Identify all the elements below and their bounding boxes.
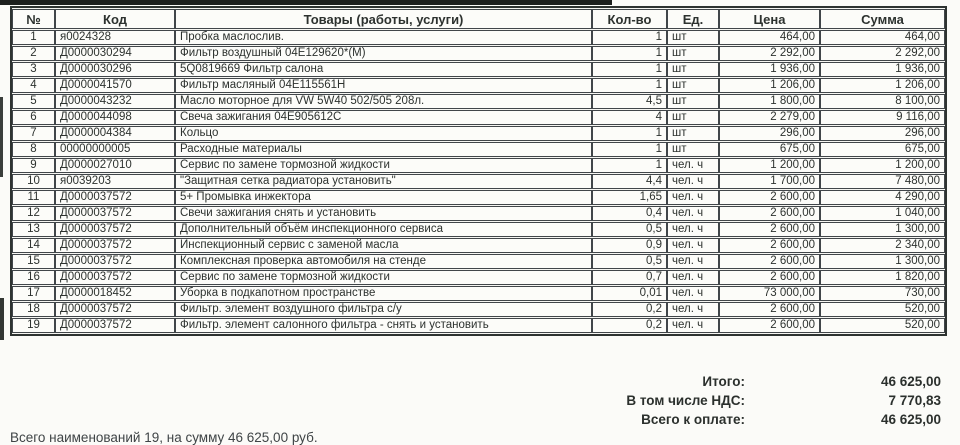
cell-code: Д0000044098	[55, 110, 175, 125]
cell-sum: 464,00	[820, 30, 945, 45]
column-header-number: №	[12, 9, 55, 29]
cell-goods: Фильтр. элемент салонного фильтра - снять и установить	[175, 318, 592, 333]
table-header-row	[12, 9, 945, 29]
cell-price: 464,00	[719, 30, 820, 45]
cell-quantity: 0,5	[592, 254, 667, 269]
cell-price: 1 700,00	[719, 174, 820, 189]
cell-number: 2	[12, 46, 55, 61]
cell-quantity: 1	[592, 46, 667, 61]
table-row	[12, 46, 945, 61]
cell-price: 1 936,00	[719, 62, 820, 77]
total-value: 7 770,83	[888, 393, 941, 408]
cell-quantity: 0,01	[592, 286, 667, 301]
cell-unit: чел. ч	[667, 206, 719, 221]
cell-quantity: 1	[592, 78, 667, 93]
cell-unit: чел. ч	[667, 190, 719, 205]
cell-code: Д0000027010	[55, 158, 175, 173]
cell-quantity: 0,2	[592, 318, 667, 333]
cell-goods: Фильтр масляный 04E115561H	[175, 78, 592, 93]
cell-goods: Фильтр воздушный 04E129620*(М)	[175, 46, 592, 61]
cell-goods: Инспекционный сервис с заменой масла	[175, 238, 592, 253]
cell-number: 1	[12, 30, 55, 45]
scan-edge-artifact	[0, 97, 3, 177]
cell-number: 10	[12, 174, 55, 189]
cell-goods: Сервис по замене тормозной жидкости	[175, 270, 592, 285]
cell-number: 8	[12, 142, 55, 157]
cell-quantity: 4,5	[592, 94, 667, 109]
cell-unit: шт	[667, 142, 719, 157]
cell-unit: шт	[667, 30, 719, 45]
cell-number: 19	[12, 318, 55, 333]
total-label: В том числе НДС:	[626, 393, 745, 408]
cell-goods: 5+ Промывка инжектора	[175, 190, 592, 205]
table-row	[12, 190, 945, 205]
cell-sum: 520,00	[820, 302, 945, 317]
cell-quantity: 0,7	[592, 270, 667, 285]
cell-price: 2 600,00	[719, 206, 820, 221]
cell-number: 17	[12, 286, 55, 301]
cell-unit: чел. ч	[667, 158, 719, 173]
total-line-nds	[430, 391, 941, 410]
table-row	[12, 174, 945, 189]
cell-price: 2 279,00	[719, 110, 820, 125]
cell-number: 16	[12, 270, 55, 285]
total-label: Итого:	[702, 374, 745, 389]
cell-quantity: 1	[592, 158, 667, 173]
cell-sum: 1 040,00	[820, 206, 945, 221]
footer-summary: Всего наименований 19, на сумму 46 625,00 руб.	[10, 430, 318, 445]
cell-sum: 7 480,00	[820, 174, 945, 189]
cell-price: 1 206,00	[719, 78, 820, 93]
cell-number: 12	[12, 206, 55, 221]
cell-unit: чел. ч	[667, 254, 719, 269]
cell-unit: шт	[667, 46, 719, 61]
table-row	[12, 78, 945, 93]
cell-quantity: 1	[592, 126, 667, 141]
cell-unit: чел. ч	[667, 302, 719, 317]
cell-quantity: 1,65	[592, 190, 667, 205]
cell-unit: шт	[667, 110, 719, 125]
cell-number: 18	[12, 302, 55, 317]
column-header-quantity: Кол-во	[592, 9, 667, 29]
cell-number: 15	[12, 254, 55, 269]
cell-quantity: 4,4	[592, 174, 667, 189]
cell-sum: 675,00	[820, 142, 945, 157]
cell-sum: 1 206,00	[820, 78, 945, 93]
table-row	[12, 142, 945, 157]
totals-block	[430, 372, 941, 429]
cell-number: 5	[12, 94, 55, 109]
cell-code: Д0000037572	[55, 270, 175, 285]
cell-code: Д0000030296	[55, 62, 175, 77]
cell-number: 4	[12, 78, 55, 93]
table-row	[12, 206, 945, 221]
table-row	[12, 158, 945, 173]
cell-code: я0039203	[55, 174, 175, 189]
cell-sum: 520,00	[820, 318, 945, 333]
cell-sum: 2 292,00	[820, 46, 945, 61]
cell-code: Д0000004384	[55, 126, 175, 141]
cell-unit: шт	[667, 78, 719, 93]
cell-quantity: 0,4	[592, 206, 667, 221]
cell-price: 1 200,00	[719, 158, 820, 173]
invoice-table	[12, 8, 945, 334]
cell-sum: 4 290,00	[820, 190, 945, 205]
column-header-code: Код	[55, 9, 175, 29]
cell-price: 2 600,00	[719, 318, 820, 333]
scan-edge-artifact	[0, 298, 4, 340]
cell-goods: Фильтр. элемент воздушного фильтра с/у	[175, 302, 592, 317]
table-row	[12, 222, 945, 237]
cell-sum: 730,00	[820, 286, 945, 301]
table-row	[12, 318, 945, 333]
cell-goods: Кольцо	[175, 126, 592, 141]
cell-unit: чел. ч	[667, 238, 719, 253]
cell-code: Д0000043232	[55, 94, 175, 109]
cell-code: Д0000018452	[55, 286, 175, 301]
cell-code: 00000000005	[55, 142, 175, 157]
cell-sum: 9 116,00	[820, 110, 945, 125]
cell-unit: чел. ч	[667, 222, 719, 237]
cell-goods: Дополнительный объём инспекционного сервиса	[175, 222, 592, 237]
table-row	[12, 286, 945, 301]
table-row	[12, 30, 945, 45]
table-row	[12, 94, 945, 109]
total-line-itogo	[430, 372, 941, 391]
cell-goods: Комплексная проверка автомобиля на стенде	[175, 254, 592, 269]
cell-goods: "Защитная сетка радиатора установить"	[175, 174, 592, 189]
cell-quantity: 4	[592, 110, 667, 125]
cell-price: 675,00	[719, 142, 820, 157]
cell-code: Д0000037572	[55, 318, 175, 333]
column-header-goods: Товары (работы, услуги)	[175, 9, 592, 29]
cell-unit: чел. ч	[667, 318, 719, 333]
column-header-unit: Ед.	[667, 9, 719, 29]
total-value: 46 625,00	[880, 412, 941, 427]
cell-unit: чел. ч	[667, 174, 719, 189]
cell-code: Д0000037572	[55, 302, 175, 317]
column-header-sum: Сумма	[820, 9, 945, 29]
invoice-table-frame	[10, 6, 947, 336]
cell-goods: Расходные материалы	[175, 142, 592, 157]
table-row	[12, 62, 945, 77]
table-row	[12, 302, 945, 317]
cell-quantity: 0,2	[592, 302, 667, 317]
cell-unit: шт	[667, 94, 719, 109]
scan-edge-topbar	[0, 0, 612, 5]
cell-price: 2 600,00	[719, 254, 820, 269]
cell-unit: шт	[667, 62, 719, 77]
cell-number: 11	[12, 190, 55, 205]
cell-code: Д0000037572	[55, 238, 175, 253]
cell-goods: Масло моторное для VW 5W40 502/505 208л.	[175, 94, 592, 109]
total-line-to-pay	[430, 410, 941, 429]
table-row	[12, 270, 945, 285]
cell-sum: 1 200,00	[820, 158, 945, 173]
cell-number: 13	[12, 222, 55, 237]
total-label: Всего к оплате:	[641, 412, 745, 427]
cell-price: 2 600,00	[719, 302, 820, 317]
cell-price: 1 800,00	[719, 94, 820, 109]
cell-unit: чел. ч	[667, 270, 719, 285]
cell-number: 7	[12, 126, 55, 141]
cell-unit: шт	[667, 126, 719, 141]
cell-code: Д0000037572	[55, 254, 175, 269]
cell-unit: чел. ч	[667, 286, 719, 301]
cell-quantity: 1	[592, 62, 667, 77]
cell-sum: 1 820,00	[820, 270, 945, 285]
cell-code: Д0000037572	[55, 222, 175, 237]
cell-goods: 5Q0819669 Фильтр салона	[175, 62, 592, 77]
cell-price: 2 292,00	[719, 46, 820, 61]
cell-goods: Пробка маслослив.	[175, 30, 592, 45]
cell-quantity: 1	[592, 142, 667, 157]
cell-sum: 1 936,00	[820, 62, 945, 77]
table-row	[12, 126, 945, 141]
cell-code: Д0000037572	[55, 206, 175, 221]
cell-goods: Сервис по замене тормозной жидкости	[175, 158, 592, 173]
cell-price: 2 600,00	[719, 222, 820, 237]
column-header-price: Цена	[719, 9, 820, 29]
cell-code: Д0000041570	[55, 78, 175, 93]
cell-number: 3	[12, 62, 55, 77]
cell-quantity: 0,9	[592, 238, 667, 253]
cell-code: Д0000037572	[55, 190, 175, 205]
cell-price: 73 000,00	[719, 286, 820, 301]
cell-price: 2 600,00	[719, 238, 820, 253]
cell-goods: Уборка в подкапотном пространстве	[175, 286, 592, 301]
cell-code: Д0000030294	[55, 46, 175, 61]
cell-number: 14	[12, 238, 55, 253]
table-row	[12, 238, 945, 253]
cell-sum: 1 300,00	[820, 222, 945, 237]
total-value: 46 625,00	[880, 374, 941, 389]
cell-code: я0024328	[55, 30, 175, 45]
cell-sum: 8 100,00	[820, 94, 945, 109]
cell-goods: Свечи зажигания снять и установить	[175, 206, 592, 221]
cell-price: 2 600,00	[719, 190, 820, 205]
table-row	[12, 254, 945, 269]
cell-sum: 296,00	[820, 126, 945, 141]
cell-number: 9	[12, 158, 55, 173]
cell-quantity: 1	[592, 30, 667, 45]
cell-quantity: 0,5	[592, 222, 667, 237]
cell-price: 296,00	[719, 126, 820, 141]
cell-sum: 1 300,00	[820, 254, 945, 269]
cell-goods: Свеча зажигания 04E905612C	[175, 110, 592, 125]
cell-sum: 2 340,00	[820, 238, 945, 253]
cell-number: 6	[12, 110, 55, 125]
cell-price: 2 600,00	[719, 270, 820, 285]
table-row	[12, 110, 945, 125]
